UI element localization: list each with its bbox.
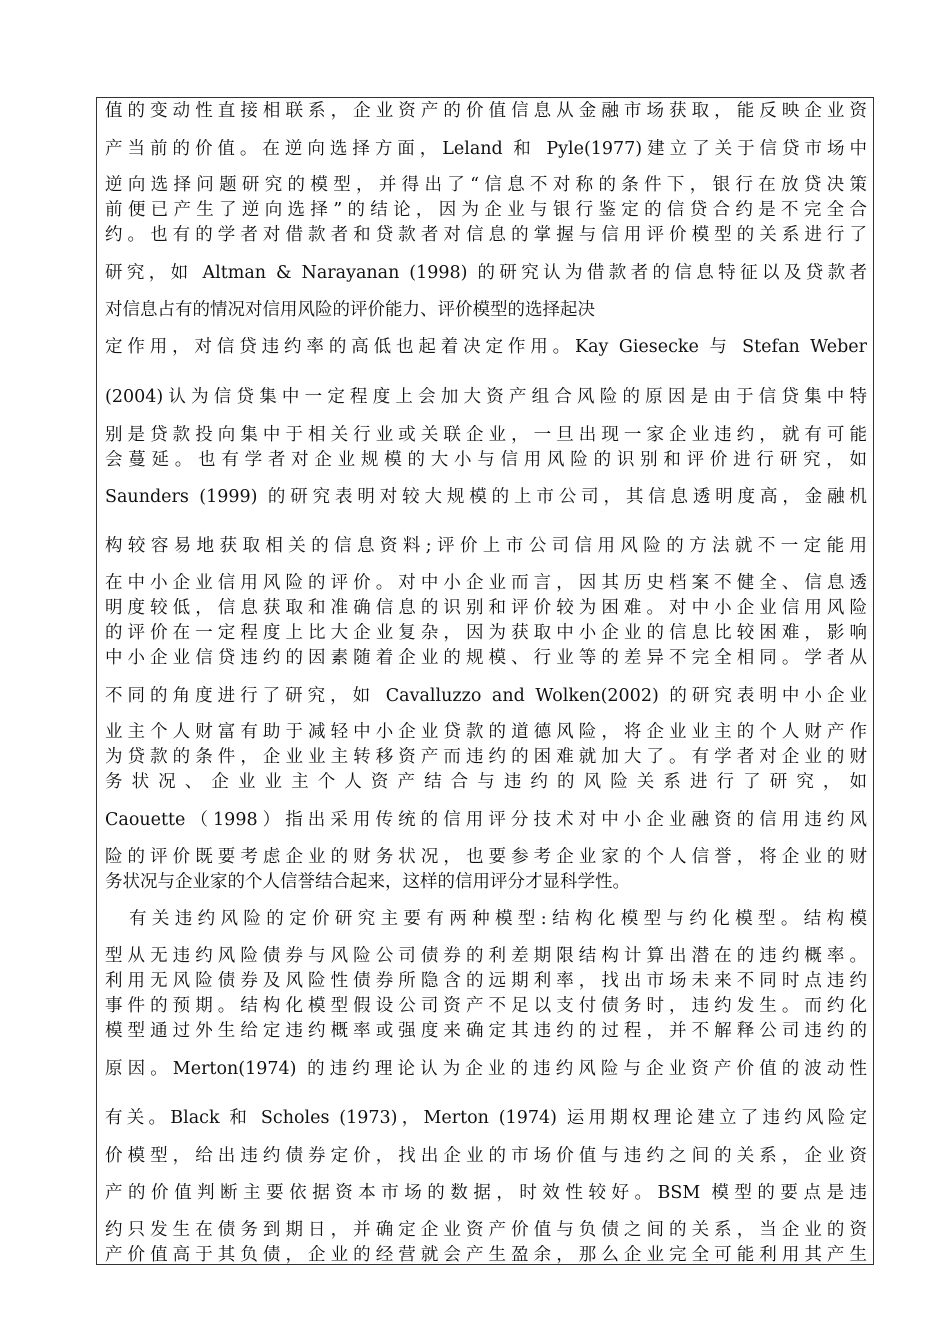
- text-line: Caouette（1998）指出采用传统的信用评分技术对中小企业融资的信用违约风: [105, 810, 867, 830]
- text-line: 价模型，给出违约债券定价，找出企业的市场价值与违约之间的关系，企业资: [105, 1146, 867, 1166]
- text-line: 型从无违约风险债券与风险公司债券的利差期限结构计算出潜在的违约概率。: [105, 946, 867, 966]
- text-line: 为贷款的条件，企业业主转移资产而违约的困难就加大了。有学者对企业的财: [105, 747, 867, 767]
- text-line: 险的评价既要考虑企业的财务状况，也要参考企业家的个人信誉，将企业的财: [105, 847, 867, 867]
- text-line: 对信息占有的情况对信用风险的评价能力、评价模型的选择起决: [105, 300, 595, 320]
- text-line: 约只发生在债务到期日，并确定企业资产价值与负债之间的关系，当企业的资: [105, 1220, 867, 1240]
- text-line: Saunders (1999) 的研究表明对较大规模的上市公司，其信息透明度高，金融机: [105, 487, 867, 507]
- text-line: (2004)认为信贷集中一定程度上会加大资产组合风险的原因是由于信贷集中特: [105, 387, 867, 407]
- paragraph-first-line: 有关违约风险的定价研究主要有两种模型:结构化模型与约化模型。结构模: [129, 909, 867, 929]
- text-line: 中小企业信贷违约的因素随着企业的规模、行业等的差异不完全相同。学者从: [105, 648, 867, 668]
- text-line: 值的变动性直接相联系，企业资产的价值信息从金融市场获取，能反映企业资: [105, 101, 867, 121]
- text-line: 定作用，对信贷违约率的高低也起着决定作用。Kay Giesecke 与 Stefan Weber: [105, 337, 867, 357]
- text-line: 明度较低，信息获取和准确信息的识别和评价较为困难。对中小企业信用风险: [105, 598, 867, 618]
- text-line: 利用无风险债券及风险性债券所隐含的远期利率，找出市场未来不同时点违约: [105, 971, 867, 991]
- text-line: 构较容易地获取相关的信息资料;评价上市公司信用风险的方法就不一定能用: [105, 536, 867, 556]
- text-line: 模型通过外生给定违约概率或强度来确定其违约的过程，并不解释公司违约的: [105, 1021, 867, 1041]
- text-line: 原因。Merton(1974) 的违约理论认为企业的违约风险与企业资产价值的波动性: [105, 1059, 867, 1079]
- text-line: 的评价在一定程度上比大企业复杂，因为获取中小企业的信息比较困难，影响: [105, 623, 867, 643]
- text-line: 约。也有的学者对借款者和贷款者对信息的掌握与信用评价模型的关系进行了: [105, 225, 867, 245]
- text-line: 事件的预期。结构化模型假设公司资产不足以支付债务时，违约发生。而约化: [105, 996, 867, 1016]
- text-line: 产当前的价值。在逆向选择方面，Leland 和 Pyle(1977)建立了关于信贷市场中: [105, 139, 867, 159]
- text-line: 研究，如 Altman & Narayanan (1998) 的研究认为借款者的信息特征以及贷款者: [105, 263, 867, 283]
- text-line: 会蔓延。也有学者对企业规模的大小与信用风险的识别和评价进行研究，如: [105, 450, 867, 470]
- text-line: 业主个人财富有助于减轻中小企业贷款的道德风险，将企业业主的个人财产作: [105, 722, 867, 742]
- text-line: 产价值高于其负债，企业的经营就会产生盈余，那么企业完全可能利用其产生: [105, 1245, 867, 1265]
- text-line: 前便已产生了逆向选择”的结论，因为企业与银行鉴定的信贷合约是不完全合: [105, 200, 867, 220]
- text-line: 务状况、企业业主个人资产结合与违约的风险关系进行了研究，如: [105, 772, 867, 792]
- text-line: 在中小企业信用风险的评价。对中小企业而言，因其历史档案不健全、信息透: [105, 573, 867, 593]
- text-line: 不同的角度进行了研究，如 Cavalluzzo and Wolken(2002) 的研究表明中小企业: [105, 686, 867, 706]
- text-line: 别是贷款投向集中于相关行业或关联企业，一旦出现一家企业违约，就有可能: [105, 425, 867, 445]
- text-line: 产的价值判断主要依据资本市场的数据，时效性较好。BSM 模型的要点是违: [105, 1183, 867, 1203]
- text-line: 逆向选择问题研究的模型，并得出了“信息不对称的条件下，银行在放贷决策: [105, 175, 867, 195]
- text-line: 有关。Black 和 Scholes (1973)，Merton (1974) 运用期权理论建立了违约风险定: [105, 1108, 867, 1128]
- text-line: 务状况与企业家的个人信誉结合起来，这样的信用评分才显科学性。: [105, 872, 630, 892]
